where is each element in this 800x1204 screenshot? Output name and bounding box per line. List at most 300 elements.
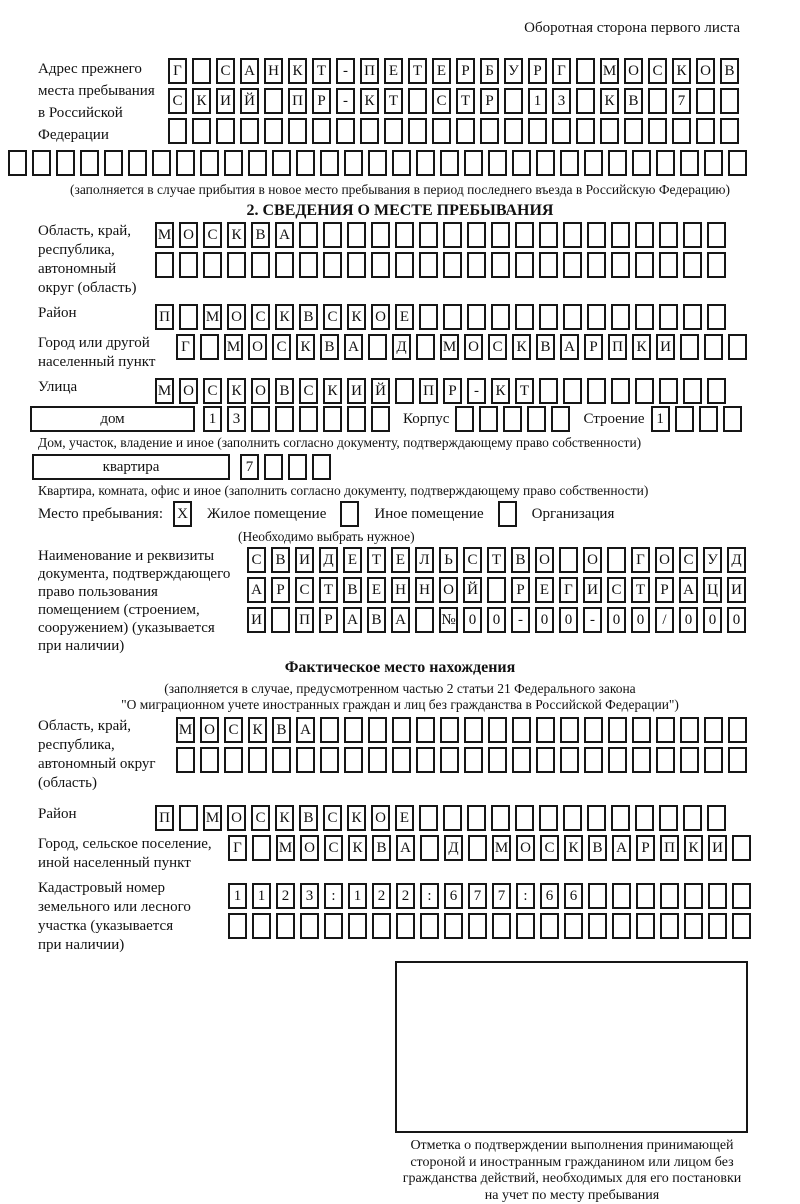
char-cell[interactable]: К bbox=[348, 835, 367, 861]
char-cell[interactable]: А bbox=[560, 334, 579, 360]
char-cell[interactable]: 0 bbox=[535, 607, 554, 633]
char-cell[interactable] bbox=[728, 747, 747, 773]
char-cell[interactable]: К bbox=[248, 717, 267, 743]
char-cell[interactable] bbox=[608, 717, 627, 743]
char-cell[interactable] bbox=[179, 252, 198, 278]
char-cell[interactable] bbox=[416, 747, 435, 773]
char-cell[interactable]: О bbox=[371, 304, 390, 330]
char-cell[interactable] bbox=[723, 406, 742, 432]
char-cell[interactable]: 0 bbox=[463, 607, 482, 633]
char-cell[interactable]: С bbox=[247, 547, 266, 573]
char-cell[interactable]: Д bbox=[444, 835, 463, 861]
char-cell[interactable]: П bbox=[155, 805, 174, 831]
char-cell[interactable] bbox=[624, 118, 643, 144]
char-cell[interactable] bbox=[179, 805, 198, 831]
char-cell[interactable]: К bbox=[512, 334, 531, 360]
char-cell[interactable] bbox=[455, 406, 474, 432]
char-cell[interactable]: 7 bbox=[240, 454, 259, 480]
char-cell[interactable]: Т bbox=[408, 58, 427, 84]
char-cell[interactable]: С bbox=[251, 304, 270, 330]
char-cell[interactable] bbox=[512, 717, 531, 743]
char-cell[interactable]: Е bbox=[432, 58, 451, 84]
char-cell[interactable] bbox=[240, 118, 259, 144]
char-cell[interactable] bbox=[632, 717, 651, 743]
char-cell[interactable] bbox=[503, 406, 522, 432]
char-cell[interactable]: 1 bbox=[528, 88, 547, 114]
char-cell[interactable]: В bbox=[511, 547, 530, 573]
char-cell[interactable]: 0 bbox=[487, 607, 506, 633]
char-cell[interactable] bbox=[656, 150, 675, 176]
char-cell[interactable] bbox=[467, 252, 486, 278]
char-cell[interactable] bbox=[395, 378, 414, 404]
char-cell[interactable] bbox=[320, 150, 339, 176]
char-cell[interactable] bbox=[672, 118, 691, 144]
char-cell[interactable] bbox=[272, 150, 291, 176]
char-cell[interactable]: С bbox=[540, 835, 559, 861]
char-cell[interactable] bbox=[732, 835, 751, 861]
char-cell[interactable]: Г bbox=[559, 577, 578, 603]
char-cell[interactable] bbox=[371, 222, 390, 248]
char-cell[interactable] bbox=[683, 252, 702, 278]
char-cell[interactable] bbox=[708, 913, 727, 939]
char-cell[interactable] bbox=[704, 717, 723, 743]
char-cell[interactable]: Й bbox=[240, 88, 259, 114]
char-cell[interactable]: У bbox=[504, 58, 523, 84]
char-cell[interactable]: И bbox=[727, 577, 746, 603]
char-cell[interactable] bbox=[539, 304, 558, 330]
char-cell[interactable] bbox=[152, 150, 171, 176]
char-cell[interactable] bbox=[728, 334, 747, 360]
char-cell[interactable] bbox=[203, 252, 222, 278]
char-cell[interactable]: Е bbox=[391, 547, 410, 573]
char-cell[interactable] bbox=[468, 835, 487, 861]
char-cell[interactable] bbox=[563, 252, 582, 278]
char-cell[interactable]: К bbox=[491, 378, 510, 404]
char-cell[interactable]: С bbox=[224, 717, 243, 743]
char-cell[interactable]: Р bbox=[655, 577, 674, 603]
char-cell[interactable]: П bbox=[660, 835, 679, 861]
char-cell[interactable]: Т bbox=[515, 378, 534, 404]
char-cell[interactable]: Д bbox=[727, 547, 746, 573]
char-cell[interactable] bbox=[347, 406, 366, 432]
char-cell[interactable] bbox=[224, 150, 243, 176]
char-cell[interactable] bbox=[728, 150, 747, 176]
char-cell[interactable]: Т bbox=[456, 88, 475, 114]
char-cell[interactable] bbox=[420, 835, 439, 861]
char-cell[interactable]: Й bbox=[371, 378, 390, 404]
char-cell[interactable] bbox=[635, 304, 654, 330]
char-cell[interactable]: С bbox=[216, 58, 235, 84]
char-cell[interactable]: Т bbox=[631, 577, 650, 603]
char-cell[interactable]: Р bbox=[528, 58, 547, 84]
char-cell[interactable] bbox=[707, 222, 726, 248]
char-cell[interactable]: С bbox=[323, 304, 342, 330]
char-cell[interactable] bbox=[168, 118, 187, 144]
char-cell[interactable] bbox=[612, 883, 631, 909]
char-cell[interactable]: М bbox=[600, 58, 619, 84]
char-cell[interactable]: К bbox=[600, 88, 619, 114]
char-cell[interactable]: - bbox=[511, 607, 530, 633]
char-cell[interactable] bbox=[479, 406, 498, 432]
char-cell[interactable] bbox=[656, 717, 675, 743]
char-cell[interactable]: 6 bbox=[444, 883, 463, 909]
char-cell[interactable] bbox=[248, 747, 267, 773]
char-cell[interactable]: : bbox=[420, 883, 439, 909]
char-cell[interactable]: 0 bbox=[607, 607, 626, 633]
char-cell[interactable]: Р bbox=[584, 334, 603, 360]
char-cell[interactable]: 1 bbox=[252, 883, 271, 909]
char-cell[interactable] bbox=[371, 406, 390, 432]
char-cell[interactable]: Р bbox=[456, 58, 475, 84]
char-cell[interactable] bbox=[732, 913, 751, 939]
char-cell[interactable] bbox=[632, 747, 651, 773]
char-cell[interactable]: Т bbox=[319, 577, 338, 603]
char-cell[interactable]: Г bbox=[168, 58, 187, 84]
char-cell[interactable] bbox=[515, 222, 534, 248]
char-cell[interactable]: Е bbox=[343, 547, 362, 573]
char-cell[interactable] bbox=[80, 150, 99, 176]
char-cell[interactable]: П bbox=[288, 88, 307, 114]
char-cell[interactable] bbox=[491, 252, 510, 278]
char-cell[interactable]: В bbox=[272, 717, 291, 743]
char-cell[interactable] bbox=[704, 747, 723, 773]
char-cell[interactable]: М bbox=[203, 304, 222, 330]
char-cell[interactable] bbox=[408, 88, 427, 114]
char-cell[interactable]: В bbox=[343, 577, 362, 603]
apartment-type-box[interactable]: квартира bbox=[32, 454, 230, 480]
char-cell[interactable] bbox=[443, 805, 462, 831]
char-cell[interactable]: С bbox=[488, 334, 507, 360]
char-cell[interactable]: Е bbox=[367, 577, 386, 603]
char-cell[interactable]: А bbox=[612, 835, 631, 861]
char-cell[interactable] bbox=[416, 334, 435, 360]
char-cell[interactable]: О bbox=[227, 304, 246, 330]
char-cell[interactable] bbox=[587, 805, 606, 831]
char-cell[interactable]: О bbox=[655, 547, 674, 573]
char-cell[interactable]: С bbox=[295, 577, 314, 603]
char-cell[interactable] bbox=[395, 252, 414, 278]
char-cell[interactable] bbox=[504, 118, 523, 144]
char-cell[interactable] bbox=[684, 883, 703, 909]
char-cell[interactable] bbox=[227, 252, 246, 278]
char-cell[interactable] bbox=[563, 378, 582, 404]
char-cell[interactable] bbox=[659, 222, 678, 248]
char-cell[interactable]: 0 bbox=[679, 607, 698, 633]
char-cell[interactable]: Р bbox=[636, 835, 655, 861]
char-cell[interactable] bbox=[392, 150, 411, 176]
char-cell[interactable] bbox=[491, 805, 510, 831]
char-cell[interactable] bbox=[488, 747, 507, 773]
char-cell[interactable] bbox=[732, 883, 751, 909]
stay-type-checkbox-other[interactable] bbox=[340, 501, 359, 527]
char-cell[interactable] bbox=[324, 913, 343, 939]
char-cell[interactable] bbox=[563, 222, 582, 248]
char-cell[interactable] bbox=[264, 88, 283, 114]
char-cell[interactable]: В bbox=[299, 304, 318, 330]
char-cell[interactable]: К bbox=[296, 334, 315, 360]
char-cell[interactable] bbox=[252, 913, 271, 939]
char-cell[interactable]: С bbox=[432, 88, 451, 114]
char-cell[interactable]: С bbox=[324, 835, 343, 861]
char-cell[interactable] bbox=[707, 304, 726, 330]
char-cell[interactable] bbox=[275, 406, 294, 432]
char-cell[interactable] bbox=[536, 717, 555, 743]
char-cell[interactable]: Ь bbox=[439, 547, 458, 573]
char-cell[interactable]: Е bbox=[535, 577, 554, 603]
char-cell[interactable] bbox=[552, 118, 571, 144]
char-cell[interactable] bbox=[372, 913, 391, 939]
char-cell[interactable] bbox=[480, 118, 499, 144]
char-cell[interactable] bbox=[563, 805, 582, 831]
char-cell[interactable]: О bbox=[251, 378, 270, 404]
char-cell[interactable] bbox=[684, 913, 703, 939]
char-cell[interactable] bbox=[419, 304, 438, 330]
char-cell[interactable]: Р bbox=[443, 378, 462, 404]
char-cell[interactable] bbox=[611, 805, 630, 831]
char-cell[interactable] bbox=[488, 150, 507, 176]
char-cell[interactable]: Г bbox=[552, 58, 571, 84]
char-cell[interactable] bbox=[720, 118, 739, 144]
char-cell[interactable]: С bbox=[272, 334, 291, 360]
char-cell[interactable] bbox=[635, 378, 654, 404]
char-cell[interactable]: И bbox=[216, 88, 235, 114]
char-cell[interactable] bbox=[360, 118, 379, 144]
char-cell[interactable] bbox=[296, 747, 315, 773]
char-cell[interactable]: И bbox=[708, 835, 727, 861]
char-cell[interactable]: И bbox=[656, 334, 675, 360]
char-cell[interactable] bbox=[683, 304, 702, 330]
char-cell[interactable]: Р bbox=[480, 88, 499, 114]
char-cell[interactable] bbox=[251, 252, 270, 278]
char-cell[interactable] bbox=[576, 58, 595, 84]
char-cell[interactable] bbox=[200, 150, 219, 176]
char-cell[interactable] bbox=[584, 747, 603, 773]
char-cell[interactable] bbox=[296, 150, 315, 176]
char-cell[interactable]: К bbox=[360, 88, 379, 114]
char-cell[interactable] bbox=[656, 747, 675, 773]
char-cell[interactable]: В bbox=[720, 58, 739, 84]
char-cell[interactable] bbox=[8, 150, 27, 176]
char-cell[interactable] bbox=[200, 334, 219, 360]
char-cell[interactable]: О bbox=[300, 835, 319, 861]
char-cell[interactable]: О bbox=[179, 378, 198, 404]
char-cell[interactable]: М bbox=[492, 835, 511, 861]
char-cell[interactable]: Е bbox=[395, 805, 414, 831]
char-cell[interactable] bbox=[539, 222, 558, 248]
char-cell[interactable]: М bbox=[155, 222, 174, 248]
char-cell[interactable] bbox=[312, 454, 331, 480]
char-cell[interactable]: А bbox=[396, 835, 415, 861]
char-cell[interactable]: 0 bbox=[631, 607, 650, 633]
char-cell[interactable]: А bbox=[296, 717, 315, 743]
char-cell[interactable] bbox=[683, 805, 702, 831]
char-cell[interactable]: : bbox=[324, 883, 343, 909]
char-cell[interactable]: Д bbox=[319, 547, 338, 573]
char-cell[interactable] bbox=[707, 805, 726, 831]
char-cell[interactable] bbox=[104, 150, 123, 176]
char-cell[interactable] bbox=[527, 406, 546, 432]
char-cell[interactable]: Н bbox=[391, 577, 410, 603]
char-cell[interactable] bbox=[587, 252, 606, 278]
char-cell[interactable]: С bbox=[203, 378, 222, 404]
char-cell[interactable]: А bbox=[240, 58, 259, 84]
char-cell[interactable] bbox=[611, 252, 630, 278]
char-cell[interactable]: Л bbox=[415, 547, 434, 573]
char-cell[interactable]: А bbox=[344, 334, 363, 360]
char-cell[interactable]: 6 bbox=[540, 883, 559, 909]
char-cell[interactable] bbox=[32, 150, 51, 176]
char-cell[interactable] bbox=[728, 717, 747, 743]
char-cell[interactable]: Т bbox=[384, 88, 403, 114]
char-cell[interactable]: Д bbox=[392, 334, 411, 360]
char-cell[interactable] bbox=[488, 717, 507, 743]
char-cell[interactable] bbox=[276, 913, 295, 939]
char-cell[interactable]: В bbox=[624, 88, 643, 114]
char-cell[interactable] bbox=[515, 304, 534, 330]
char-cell[interactable] bbox=[564, 913, 583, 939]
char-cell[interactable]: С bbox=[299, 378, 318, 404]
char-cell[interactable]: О bbox=[179, 222, 198, 248]
char-cell[interactable] bbox=[636, 883, 655, 909]
char-cell[interactable] bbox=[584, 717, 603, 743]
char-cell[interactable] bbox=[536, 747, 555, 773]
stay-type-checkbox-residential[interactable]: X bbox=[173, 501, 192, 527]
char-cell[interactable]: А bbox=[679, 577, 698, 603]
char-cell[interactable] bbox=[384, 118, 403, 144]
char-cell[interactable]: О bbox=[227, 805, 246, 831]
char-cell[interactable] bbox=[683, 378, 702, 404]
char-cell[interactable]: М bbox=[276, 835, 295, 861]
char-cell[interactable]: М bbox=[224, 334, 243, 360]
char-cell[interactable] bbox=[699, 406, 718, 432]
char-cell[interactable] bbox=[560, 747, 579, 773]
char-cell[interactable] bbox=[539, 378, 558, 404]
char-cell[interactable]: : bbox=[516, 883, 535, 909]
char-cell[interactable]: К bbox=[684, 835, 703, 861]
char-cell[interactable] bbox=[512, 747, 531, 773]
char-cell[interactable] bbox=[584, 150, 603, 176]
char-cell[interactable] bbox=[704, 334, 723, 360]
char-cell[interactable] bbox=[528, 118, 547, 144]
char-cell[interactable]: Р bbox=[319, 607, 338, 633]
char-cell[interactable] bbox=[395, 222, 414, 248]
char-cell[interactable] bbox=[347, 252, 366, 278]
char-cell[interactable]: О bbox=[696, 58, 715, 84]
char-cell[interactable] bbox=[600, 118, 619, 144]
char-cell[interactable] bbox=[612, 913, 631, 939]
char-cell[interactable]: С bbox=[168, 88, 187, 114]
char-cell[interactable] bbox=[560, 150, 579, 176]
char-cell[interactable] bbox=[559, 547, 578, 573]
char-cell[interactable] bbox=[540, 913, 559, 939]
char-cell[interactable]: 0 bbox=[703, 607, 722, 633]
char-cell[interactable] bbox=[288, 118, 307, 144]
char-cell[interactable]: К bbox=[275, 304, 294, 330]
char-cell[interactable] bbox=[128, 150, 147, 176]
char-cell[interactable] bbox=[683, 222, 702, 248]
char-cell[interactable] bbox=[320, 717, 339, 743]
char-cell[interactable] bbox=[416, 717, 435, 743]
char-cell[interactable] bbox=[587, 222, 606, 248]
char-cell[interactable] bbox=[224, 747, 243, 773]
char-cell[interactable] bbox=[659, 304, 678, 330]
char-cell[interactable]: О bbox=[371, 805, 390, 831]
char-cell[interactable]: М bbox=[176, 717, 195, 743]
char-cell[interactable] bbox=[467, 805, 486, 831]
char-cell[interactable]: И bbox=[347, 378, 366, 404]
char-cell[interactable]: О bbox=[583, 547, 602, 573]
char-cell[interactable] bbox=[264, 454, 283, 480]
char-cell[interactable]: К bbox=[288, 58, 307, 84]
char-cell[interactable] bbox=[392, 717, 411, 743]
char-cell[interactable] bbox=[323, 252, 342, 278]
stay-type-checkbox-organization[interactable] bbox=[498, 501, 517, 527]
char-cell[interactable] bbox=[348, 913, 367, 939]
char-cell[interactable]: К bbox=[632, 334, 651, 360]
char-cell[interactable]: 1 bbox=[348, 883, 367, 909]
char-cell[interactable] bbox=[419, 252, 438, 278]
char-cell[interactable]: Н bbox=[264, 58, 283, 84]
char-cell[interactable]: О bbox=[516, 835, 535, 861]
char-cell[interactable]: П bbox=[360, 58, 379, 84]
char-cell[interactable] bbox=[659, 805, 678, 831]
char-cell[interactable]: Р bbox=[271, 577, 290, 603]
char-cell[interactable] bbox=[648, 88, 667, 114]
char-cell[interactable]: П bbox=[608, 334, 627, 360]
char-cell[interactable] bbox=[707, 378, 726, 404]
char-cell[interactable] bbox=[635, 222, 654, 248]
char-cell[interactable] bbox=[443, 222, 462, 248]
char-cell[interactable] bbox=[491, 304, 510, 330]
char-cell[interactable] bbox=[608, 747, 627, 773]
char-cell[interactable]: К bbox=[275, 805, 294, 831]
char-cell[interactable] bbox=[299, 252, 318, 278]
char-cell[interactable] bbox=[660, 913, 679, 939]
char-cell[interactable] bbox=[680, 150, 699, 176]
char-cell[interactable] bbox=[539, 252, 558, 278]
char-cell[interactable] bbox=[487, 577, 506, 603]
char-cell[interactable] bbox=[336, 118, 355, 144]
char-cell[interactable]: Т bbox=[487, 547, 506, 573]
char-cell[interactable]: 0 bbox=[727, 607, 746, 633]
char-cell[interactable]: № bbox=[439, 607, 458, 633]
char-cell[interactable]: 2 bbox=[372, 883, 391, 909]
char-cell[interactable]: И bbox=[295, 547, 314, 573]
char-cell[interactable]: 2 bbox=[396, 883, 415, 909]
char-cell[interactable] bbox=[408, 118, 427, 144]
char-cell[interactable] bbox=[299, 222, 318, 248]
char-cell[interactable] bbox=[275, 252, 294, 278]
char-cell[interactable]: - bbox=[583, 607, 602, 633]
char-cell[interactable] bbox=[635, 252, 654, 278]
char-cell[interactable]: Е bbox=[395, 304, 414, 330]
char-cell[interactable] bbox=[271, 607, 290, 633]
char-cell[interactable] bbox=[288, 454, 307, 480]
char-cell[interactable]: 1 bbox=[228, 883, 247, 909]
char-cell[interactable]: Р bbox=[511, 577, 530, 603]
char-cell[interactable] bbox=[264, 118, 283, 144]
char-cell[interactable]: О bbox=[624, 58, 643, 84]
char-cell[interactable] bbox=[432, 118, 451, 144]
char-cell[interactable] bbox=[419, 222, 438, 248]
char-cell[interactable] bbox=[632, 150, 651, 176]
char-cell[interactable] bbox=[464, 747, 483, 773]
char-cell[interactable]: П bbox=[419, 378, 438, 404]
char-cell[interactable] bbox=[560, 717, 579, 743]
char-cell[interactable] bbox=[56, 150, 75, 176]
char-cell[interactable]: Р bbox=[312, 88, 331, 114]
char-cell[interactable] bbox=[587, 304, 606, 330]
